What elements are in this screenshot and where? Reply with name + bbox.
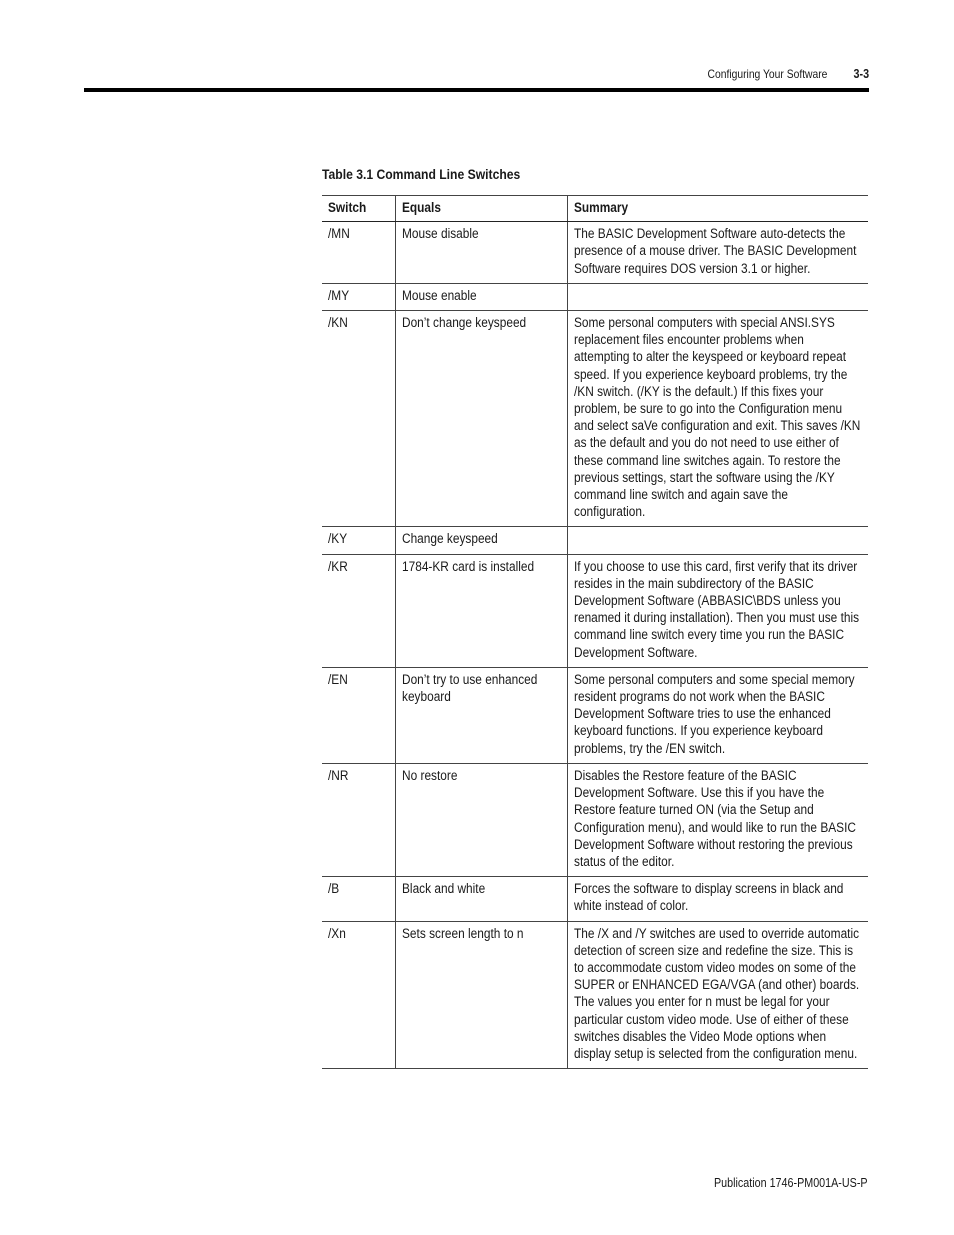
table-row — [322, 527, 868, 554]
table-row — [322, 554, 868, 667]
summary-cell — [567, 283, 868, 310]
header-page-number: 3-3 — [853, 67, 869, 81]
switch-cell: /B — [322, 877, 395, 921]
publication-footer: Publication 1746-PM001A-US-P — [714, 1176, 868, 1190]
equals-cell: Black and white — [395, 877, 567, 921]
table-row — [322, 921, 868, 1069]
table-row — [322, 763, 868, 876]
column-header-summary: Summary — [567, 196, 868, 222]
table-row — [322, 311, 868, 527]
equals-cell: Sets screen length to n — [395, 921, 567, 1069]
equals-cell: Mouse disable — [395, 222, 567, 284]
switch-cell: /EN — [322, 667, 395, 763]
summary-cell: Some personal computers and some special memory resident programs do not work when the BASIC Development Software tries to use the enhanced keyboard functions. If you experience keyboard problems, try the /EN switch. — [567, 667, 868, 763]
page-header — [84, 64, 869, 88]
equals-cell: Don’t try to use enhanced keyboard — [395, 667, 567, 763]
table-row — [322, 283, 868, 310]
command-line-switches-table — [322, 195, 868, 1069]
equals-cell: Mouse enable — [395, 283, 567, 310]
table-row — [322, 222, 868, 284]
column-header-equals: Equals — [395, 196, 567, 222]
summary-cell — [567, 527, 868, 554]
switch-cell: /KY — [322, 527, 395, 554]
equals-cell: Don’t change keyspeed — [395, 311, 567, 527]
table-header-row — [322, 196, 868, 222]
switch-cell: /MN — [322, 222, 395, 284]
table-header — [322, 196, 868, 222]
summary-cell: If you choose to use this card, first verify that its driver resides in the main subdirectory of the BASIC Development Software (ABBASIC\BDS unless you renamed it during installation). Then you must use this command line switch every time you run the BASIC Development Software. — [567, 554, 868, 667]
switch-cell: /KN — [322, 311, 395, 527]
summary-cell: Forces the software to display screens in black and white instead of color. — [567, 877, 868, 921]
equals-cell: No restore — [395, 763, 567, 876]
equals-cell: 1784-KR card is installed — [395, 554, 567, 667]
table-row — [322, 877, 868, 921]
summary-cell: Some personal computers with special ANSI.SYS replacement files encounter problems when attempting to alter the keyspeed or keyboard repeat speed. If you experience keyboard problems, try the /KN switch. (/KY is the default.) If this fixes your problem, be sure to go into the Configuration menu and select saVe configuration and exit. This saves /KN as the default and you do not need to use either of these command line switches again. To restore the previous settings, start the software using the /KY command line switch and again save the configuration. — [567, 311, 868, 527]
switch-cell: /MY — [322, 283, 395, 310]
table-caption: Table 3.1 Command Line Switches — [322, 167, 521, 182]
header-section-title: Configuring Your Software — [707, 67, 827, 81]
table-row — [322, 667, 868, 763]
switch-cell: /NR — [322, 763, 395, 876]
summary-cell: Disables the Restore feature of the BASIC Development Software. Use this if you have the Restore feature turned ON (via the Setup and Configuration menu), and would like to run the BASIC Development Software without restoring the previous status of the editor. — [567, 763, 868, 876]
switch-cell: /Xn — [322, 921, 395, 1069]
table-body — [322, 222, 868, 1069]
summary-cell: The /X and /Y switches are used to override automatic detection of screen size and redefine the size. This is to accommodate custom video modes on some of the SUPER or ENHANCED EGA/VGA (and other) boards. The values you enter for n must be legal for your particular custom video mode. Use of either of these switches disables the Video Mode options when display setup is selected from the configuration menu. — [567, 921, 868, 1069]
equals-cell: Change keyspeed — [395, 527, 567, 554]
header-rule — [84, 88, 869, 92]
summary-cell: The BASIC Development Software auto-detects the presence of a mouse driver. The BASIC Development Software requires DOS version 3.1 or higher. — [567, 222, 868, 284]
switch-cell: /KR — [322, 554, 395, 667]
column-header-switch: Switch — [322, 196, 395, 222]
